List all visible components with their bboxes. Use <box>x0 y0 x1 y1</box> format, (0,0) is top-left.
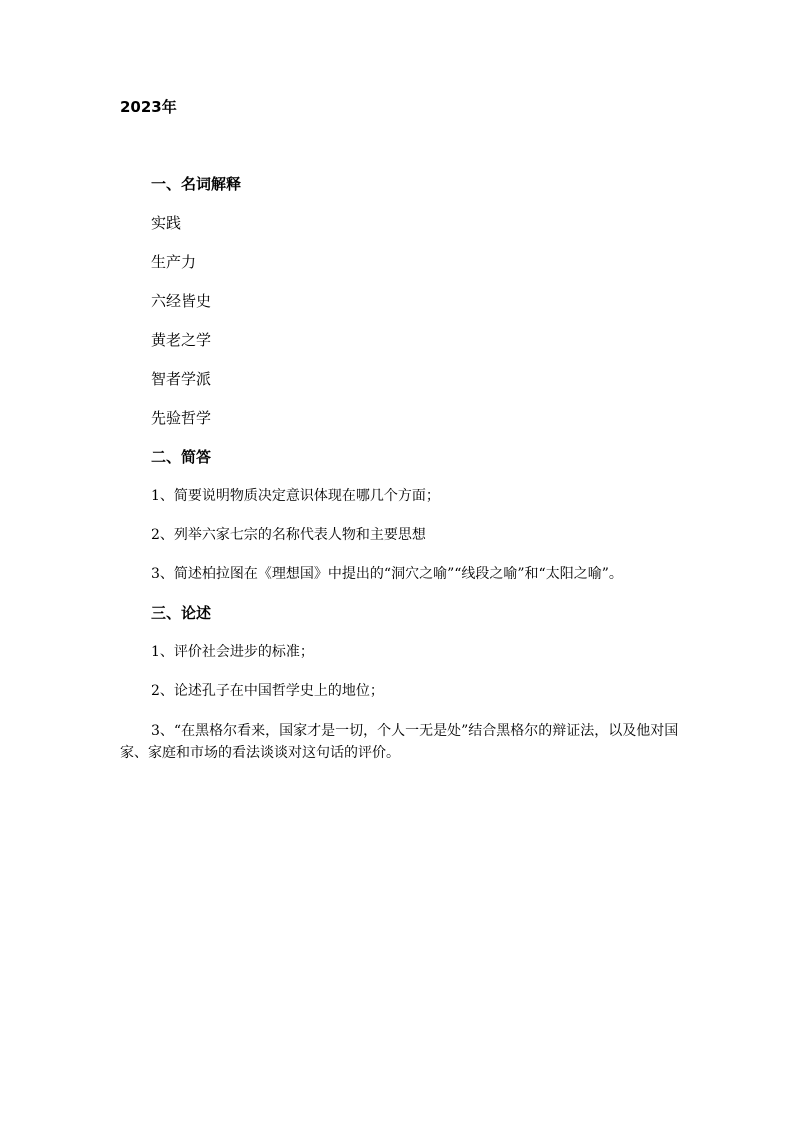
section-heading-short-answer: 二、简答 <box>151 448 212 466</box>
question-item: 2、论述孔子在中国哲学史上的地位； <box>151 683 384 699</box>
question-item: 1、简要说明物质决定意识体现在哪几个方面； <box>151 488 440 504</box>
term-item: 黄老之学 <box>151 331 212 349</box>
section-heading-essay: 三、论述 <box>151 604 212 622</box>
document-year-title: 2023年 <box>120 98 177 116</box>
term-item: 实践 <box>151 214 182 232</box>
question-item: 3、简述柏拉图在《理想国》中提出的“洞穴之喻”“线段之喻”和“太阳之喻”。 <box>151 566 623 582</box>
term-item: 先验哲学 <box>151 409 212 427</box>
question-item: 3、“在黑格尔看来，国家才是一切，个人一无是处”结合黑格尔的辩证法，以及他对国家、家庭和市场的看法谈谈对这句话的评价。 <box>120 723 679 761</box>
term-item: 六经皆史 <box>151 292 212 310</box>
document-body <box>120 174 680 764</box>
question-item: 2、列举六家七宗的名称代表人物和主要思想 <box>151 527 426 543</box>
question-item: 1、评价社会进步的标准； <box>151 644 314 660</box>
section-heading-terms: 一、名词解释 <box>151 175 242 193</box>
term-item: 智者学派 <box>151 370 212 388</box>
term-item: 生产力 <box>151 253 197 271</box>
